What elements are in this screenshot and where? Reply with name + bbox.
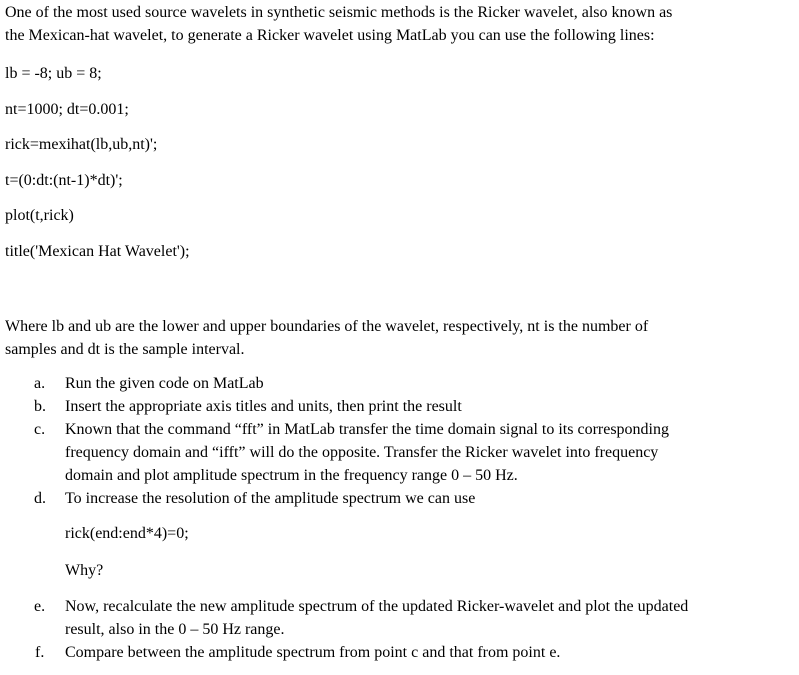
task-a-text: Run the given code on MatLab: [65, 375, 264, 392]
task-d-marker: d.: [34, 490, 46, 507]
task-d-code: rick(end:end*4)=0;: [65, 525, 189, 542]
explanation-line-1: Where lb and ub are the lower and upper boundaries of the wavelet, respectively, nt is the number of: [5, 318, 649, 335]
intro-line-1: One of the most used source wavelets in synthetic seismic methods is the Ricker wavelet, also known as: [5, 4, 673, 21]
task-c-text-3: domain and plot amplitude spectrum in the frequency range 0 – 50 Hz.: [65, 467, 518, 484]
code-line-5: plot(t,rick): [5, 207, 74, 224]
task-c-marker: c.: [34, 421, 46, 438]
task-a-marker: a.: [34, 375, 46, 392]
code-line-2: nt=1000; dt=0.001;: [5, 101, 129, 118]
task-b-text: Insert the appropriate axis titles and units, then print the result: [65, 398, 462, 415]
explanation-line-2: samples and dt is the sample interval.: [5, 341, 245, 358]
code-line-6: title('Mexican Hat Wavelet');: [5, 243, 190, 260]
task-f-text: Compare between the amplitude spectrum from point c and that from point e.: [65, 644, 561, 661]
task-c-text-1: Known that the command “fft” in MatLab transfer the time domain signal to its corresponding: [65, 421, 669, 438]
intro-line-2: the Mexican-hat wavelet, to generate a Ricker wavelet using MatLab you can use the following lines:: [5, 27, 655, 44]
task-e-text-2: result, also in the 0 – 50 Hz range.: [65, 621, 285, 638]
task-e-text-1: Now, recalculate the new amplitude spectrum of the updated Ricker-wavelet and plot the updated: [65, 598, 689, 615]
task-d-text: To increase the resolution of the amplitude spectrum we can use: [65, 490, 476, 507]
code-line-1: lb = -8; ub = 8;: [5, 65, 102, 82]
task-f-marker: f.: [35, 644, 45, 661]
task-b-marker: b.: [34, 398, 46, 415]
task-e-marker: e.: [34, 598, 46, 615]
task-c-text-2: frequency domain and “ifft” will do the opposite. Transfer the Ricker wavelet into frequency: [65, 444, 659, 461]
code-line-4: t=(0:dt:(nt-1)*dt)';: [5, 172, 123, 189]
task-d-question: Why?: [65, 562, 104, 579]
code-line-3: rick=mexihat(lb,ub,nt)';: [5, 136, 158, 153]
